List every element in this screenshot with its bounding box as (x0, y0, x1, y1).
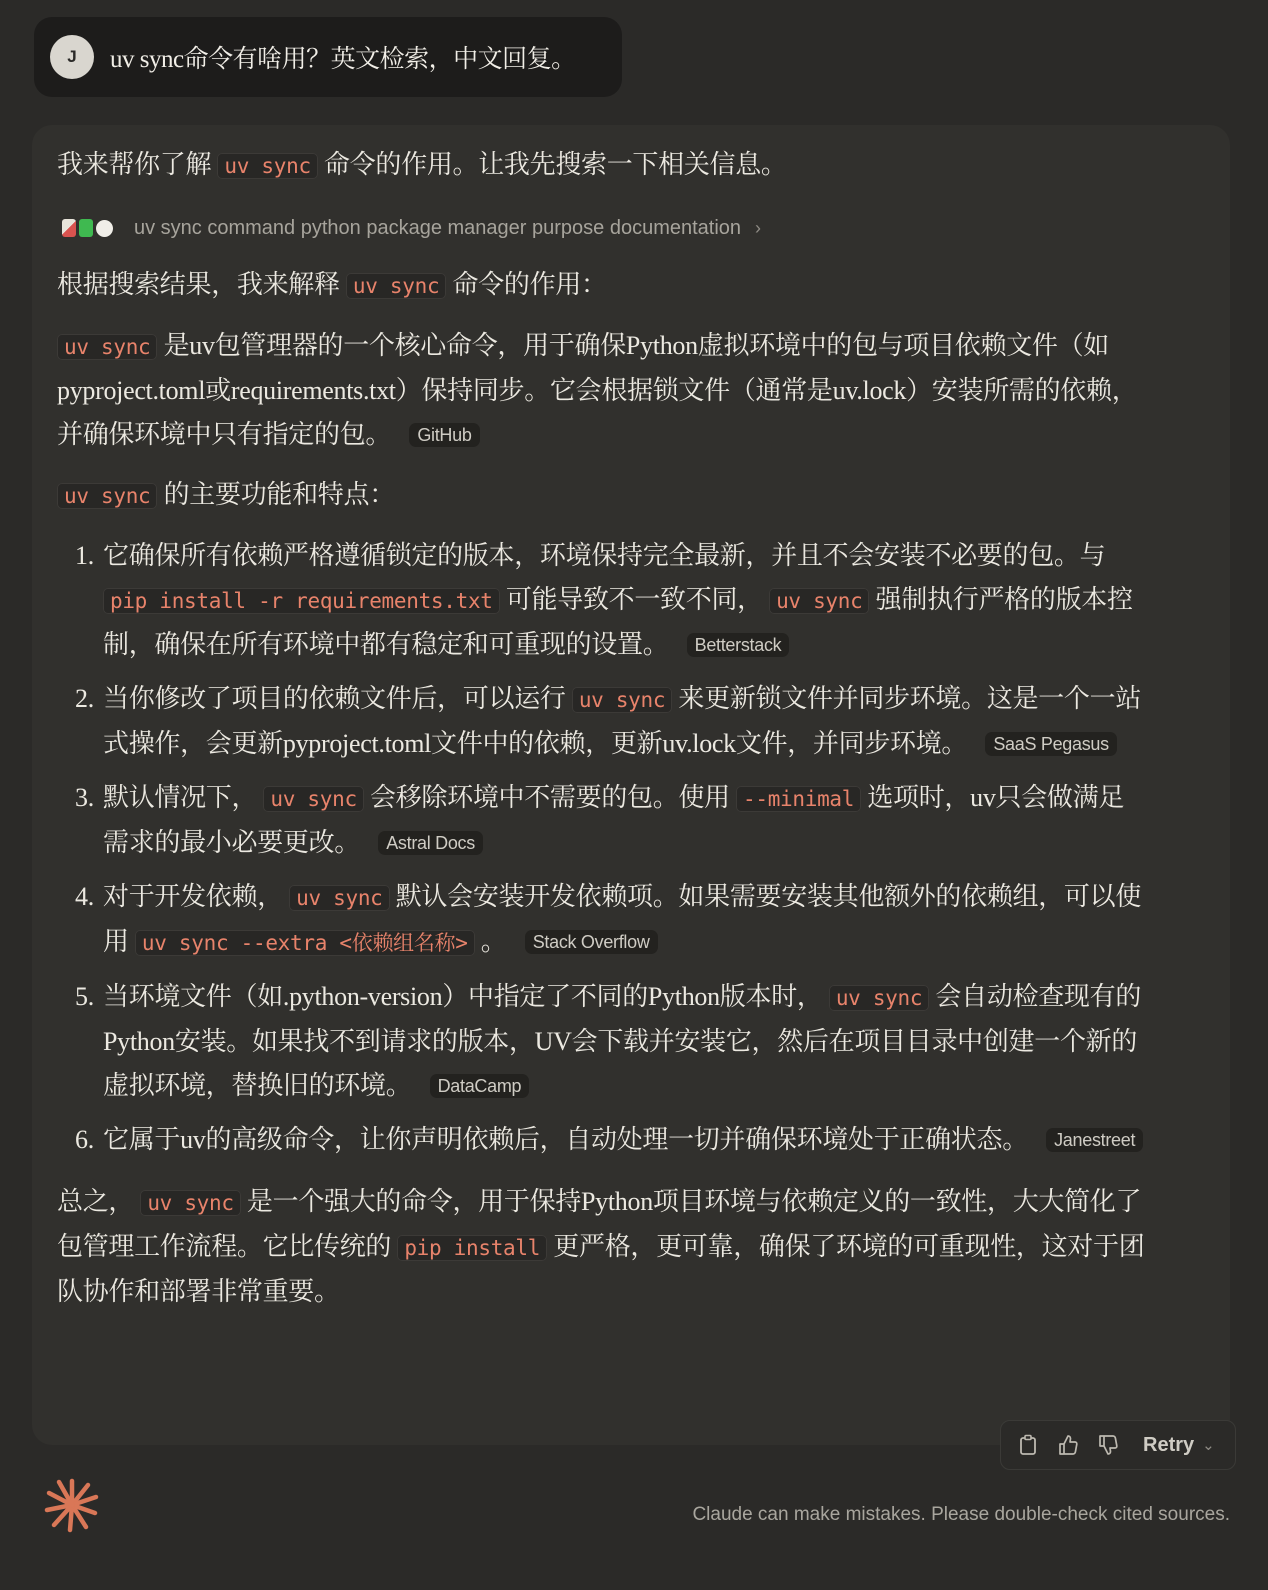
thumbs-up-icon[interactable] (1055, 1432, 1081, 1458)
list-number: 4. (75, 882, 94, 911)
source-favicon-icon (62, 219, 76, 237)
explain-text: 命令的作用： (452, 270, 607, 299)
user-message (34, 17, 622, 97)
definition-text: 是uv包管理器的一个核心命令，用于确保Python虚拟环境中的包与项目依赖文件（如pyproject.toml或requirements.txt）保持同步。它会根据锁文件（通常是uv.lock）安装所需的依赖，并确保环境中只有指定的包。 (57, 331, 1138, 449)
list-item (57, 875, 1147, 965)
inline-code: uv sync (263, 786, 363, 812)
list-number: 3. (75, 783, 94, 812)
chevron-right-icon: › (755, 217, 762, 238)
citation-badge[interactable]: Janestreet (1046, 1128, 1143, 1152)
response-actions (1000, 1420, 1236, 1470)
inline-code: uv sync --extra <依赖组名称> (135, 930, 475, 956)
list-item-text: 选项时，uv只会做满足需求的最小必要更改。 (103, 783, 1125, 857)
list-number: 5. (75, 982, 94, 1011)
list-item-text: 对于开发依赖， (103, 882, 283, 911)
inline-code: uv sync (289, 885, 389, 911)
inline-code: pip install -r requirements.txt (103, 588, 500, 614)
citation-badge[interactable]: DataCamp (430, 1074, 530, 1098)
citation-badge[interactable]: Betterstack (687, 633, 790, 657)
explain-text: 根据搜索结果，我来解释 (57, 270, 340, 299)
list-item (57, 1118, 1147, 1162)
chevron-down-icon[interactable]: ⌄ (1202, 1437, 1215, 1454)
citation-badge[interactable]: GitHub (409, 423, 479, 447)
summary-paragraph (57, 1180, 1147, 1314)
list-item-text: 它确保所有依赖严格遵循锁定的版本，环境保持完全最新，并且不会安装不必要的包。与 (103, 541, 1106, 570)
avatar[interactable]: J (50, 35, 94, 79)
list-item-text: 来更新锁文件并同步环境。这是一个一站式操作，会更新pyproject.toml文件中的依赖，更新uv.lock文件，并同步环境。 (103, 684, 1142, 758)
user-message-text: uv sync命令有啥用？英文检索，中文回复。 (110, 46, 576, 73)
source-favicon-icon (96, 220, 113, 237)
list-item-text: 当环境文件（如.python-version）中指定了不同的Python版本时， (103, 982, 823, 1011)
intro-text: 我来帮你了解 (57, 150, 212, 179)
list-number: 1. (75, 541, 94, 570)
retry-button[interactable]: Retry (1143, 1433, 1195, 1456)
list-item-text: 可能导致不一致不同， (505, 585, 763, 614)
features-heading-text: 的主要功能和特点： (163, 480, 395, 509)
list-item-text: 当你修改了项目的依赖文件后，可以运行 (103, 684, 566, 713)
explain-paragraph (57, 263, 1197, 308)
list-item (57, 677, 1147, 766)
assistant-response (32, 125, 1230, 1445)
disclaimer-text: Claude can make mistakes. Please double-check cited sources. (692, 1504, 1230, 1525)
citation-badge[interactable]: Stack Overflow (525, 930, 658, 954)
inline-code: uv sync (57, 483, 157, 509)
inline-code: uv sync (769, 588, 869, 614)
citation-badge[interactable]: Astral Docs (378, 831, 483, 855)
inline-code: uv sync (829, 985, 929, 1011)
list-item-text: 默认情况下， (103, 783, 258, 812)
citation-badge[interactable]: SaaS Pegasus (985, 732, 1116, 756)
list-item-text: 强制执行严格的版本控制，确保在所有环境中都有稳定和可重现的设置。 (103, 585, 1133, 659)
list-number: 6. (75, 1125, 94, 1154)
intro-text: 命令的作用。让我先搜索一下相关信息。 (324, 150, 787, 179)
search-query-text: uv sync command python package manager purpose documentation (134, 216, 742, 239)
inline-code: uv sync (572, 687, 672, 713)
definition-paragraph (57, 324, 1147, 457)
list-item-text: 默认会安装开发依赖项。如果需要安装其他额外的依赖组，可以使用 (103, 882, 1142, 956)
features-list (57, 534, 1147, 1162)
claude-logo-icon (44, 1477, 100, 1533)
summary-text: 总之， (57, 1187, 135, 1216)
inline-code: uv sync (346, 273, 446, 299)
web-search-result[interactable] (62, 213, 761, 243)
source-favicon-icon (79, 219, 93, 237)
list-item-text: 会移除环境中不需要的包。使用 (370, 783, 730, 812)
features-heading (57, 473, 1197, 518)
list-item (57, 534, 1147, 667)
inline-code: --minimal (736, 786, 861, 812)
list-item-text: 。 (480, 927, 507, 956)
inline-code: uv sync (57, 334, 157, 360)
inline-code: uv sync (140, 1190, 240, 1216)
inline-code: uv sync (217, 153, 317, 179)
list-item (57, 975, 1147, 1108)
list-number: 2. (75, 684, 94, 713)
summary-text: 更严格，更可靠，确保了环境的可重现性，这对于团队协作和部署非常重要。 (57, 1232, 1145, 1306)
list-item-text: 它属于uv的高级命令，让你声明依赖后，自动处理一切并确保环境处于正确状态。 (103, 1125, 1028, 1154)
intro-paragraph (57, 143, 1197, 188)
copy-icon[interactable] (1015, 1432, 1041, 1458)
summary-text: 是一个强大的命令，用于保持Python项目环境与依赖定义的一致性，大大简化了包管理工作流程。它比传统的 (57, 1187, 1142, 1261)
list-item (57, 776, 1147, 865)
inline-code: pip install (397, 1235, 547, 1261)
list-item-text: 会自动检查现有的Python安装。如果找不到请求的版本，UV会下载并安装它，然后在项目目录中创建一个新的虚拟环境，替换旧的环境。 (103, 982, 1142, 1100)
thumbs-down-icon[interactable] (1095, 1432, 1121, 1458)
